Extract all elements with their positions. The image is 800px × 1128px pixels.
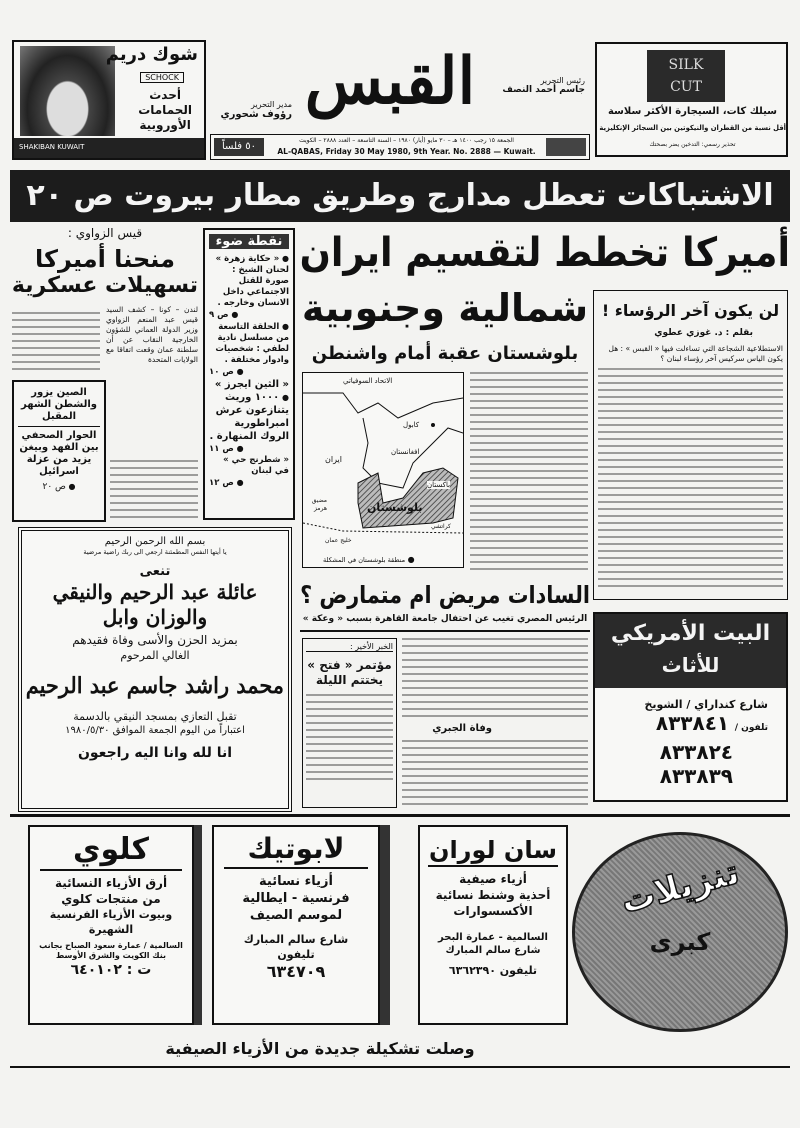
opinion-lead: الاستطلاعية الشجاعة التي تساءلت فيها « القبس » : هل يكون الياس سركيس آخر رؤساء لبنان ؟	[608, 344, 783, 363]
obit-condolence: تقبل التعازي بمسجد النيقي بالدسمة	[73, 710, 237, 723]
ad-title: كلوي	[40, 831, 182, 871]
latest-body	[306, 694, 393, 784]
ad-line: الأكسسوارات	[453, 904, 533, 918]
latest-news-box	[302, 638, 397, 808]
spotlight-title: نقطة ضوء	[209, 234, 289, 249]
map-label-iran: ايران	[325, 455, 342, 464]
main-subheadline: بلوشستان عقبة أمام واشنطن	[311, 343, 579, 364]
obit-intro: تنعى	[139, 564, 171, 579]
section-heading: وفاة الجبري	[432, 723, 492, 734]
opinion-column	[593, 290, 788, 600]
story-headline: تسهيلات عسكرية	[11, 273, 198, 298]
phone-label: تلفون /	[734, 723, 768, 733]
spotlight-list	[209, 253, 289, 489]
page-ref: ● ص ١٠	[209, 366, 289, 378]
ad-line: أزياء نسائية	[259, 874, 333, 889]
page-ref: ● ص ١١	[209, 443, 289, 455]
ad-silk-cut	[595, 42, 788, 157]
ad-line: أزياء صيفية	[459, 872, 527, 886]
ad-phones	[595, 711, 768, 788]
ad-title: البيت الأمريكي	[610, 621, 771, 646]
sadat-body	[402, 740, 588, 808]
main-story-body	[470, 372, 588, 572]
ad-line: أحذية وشنط نسائية	[435, 888, 551, 902]
health-warning: تحذير رسمي: التدخين يضر بصحتك	[649, 141, 736, 148]
ad-phone: ت : ٦٤٠١٠٢	[70, 962, 152, 978]
deceased-name: محمد راشد جاسم عبد الرحيم	[25, 673, 284, 699]
sale-title: تنزيلات	[616, 852, 744, 922]
spotlight-item: ● ١٠٠٠ وريث يتنازعون عرش امبراطورية الروك المنهارة .	[209, 391, 289, 443]
ad-line: فرنسية - ايطالية	[242, 891, 350, 906]
opinion-byline: بقلم : د. غوزي عطوي	[654, 328, 753, 338]
map-label-ussr: الاتحاد السوفياتي	[343, 377, 393, 385]
sadat-body	[402, 638, 588, 718]
map-label-karachi: كراتشي	[431, 523, 451, 530]
ad-header	[595, 614, 786, 688]
date-english: AL-QABAS, Friday 30 May 1980, 9th Year. No. 2888 — Kuwait.	[277, 147, 536, 156]
dealer-logo: SHAKIBAN KUWAIT	[19, 143, 85, 151]
managing-name: رؤوف شحوري	[220, 109, 292, 120]
issue-badge	[546, 138, 586, 156]
ad-klowi	[28, 825, 194, 1025]
price-badge: ٥٠ فلساً	[214, 138, 264, 156]
latest-label: الخبر الأخير :	[306, 642, 393, 652]
spotlight-item: ● الحلقة التاسعة من مسلسل نادية لطفي : شخصيات وادوار مختلفة .	[209, 321, 289, 366]
sale-subtitle: كبرى	[649, 928, 711, 956]
dealer-bar	[14, 138, 204, 158]
page-ref: ● ص ٩	[209, 309, 289, 321]
spotlight-box	[203, 228, 295, 520]
ad-title: شوك دريم	[105, 44, 198, 65]
obit-grief: بمزيد الحزن والأسى وفاة فقيدهم	[72, 633, 238, 647]
editor-label: رئيس التحرير	[540, 76, 585, 85]
left-box	[12, 380, 106, 522]
managing-label: مدير التحرير	[251, 100, 292, 109]
ad-line: وبيوت الأزياء الفرنسية	[49, 908, 173, 921]
phone-number: ٨٣٣٨٣٩	[659, 764, 733, 788]
logo: القبس	[304, 44, 476, 119]
obit-closing: انا لله وانا اليه راجعون	[77, 745, 233, 761]
divider	[300, 630, 590, 632]
obituary-ad	[18, 527, 292, 812]
main-headline-2: شمالية وجنوبية	[301, 286, 589, 330]
ad-title: للأثاث	[661, 653, 720, 677]
story-lead: لندن – كونا – كشف السيد قيس عبد المنعم الزواوي وزير الدولة العماني للشؤون الخارجية النقاب عن أن سلطنة عمان وقعت اتفاقا مع الولايات المتحدة	[106, 305, 198, 364]
managing-editor	[212, 100, 292, 120]
map-label-afghanistan: افغانستان	[391, 448, 420, 456]
ad-sale-circle	[572, 832, 788, 1032]
map-caption: ● منطقة بلوشستان في المشكلة	[323, 555, 415, 564]
ad-phone: ٦٣٤٧٠٩	[266, 962, 326, 981]
ad-title: سان لوران	[428, 835, 558, 867]
story-body	[12, 312, 100, 374]
silk-cut-logo	[647, 50, 725, 102]
ad-line: الحمامات	[138, 103, 192, 117]
ad-line: أقل نسبة من القطران والنيكوتين بين السجائر الإنكليزية	[599, 124, 786, 132]
ad-line: أحدث	[149, 88, 181, 102]
ad-address: السالمية - عمارة البحر شارع سالم المبارك	[438, 932, 548, 956]
brand-line: CUT	[670, 79, 702, 95]
map-label-baluchistan: بلوشستان	[367, 501, 423, 514]
brand-line: SILK	[668, 57, 704, 73]
ad-saint-laurent	[418, 825, 568, 1025]
sadat-headline: السادات مريض ام متمارض ؟	[300, 581, 590, 609]
ad-line: أرق الأزياء النسائية	[54, 876, 168, 890]
story-body	[110, 460, 198, 518]
latest-headline: مؤتمر « فتح » يختتم الليلة	[307, 658, 392, 687]
ad-la-boutique	[212, 825, 380, 1025]
ad-phone-label: تليفون	[277, 948, 315, 961]
divider	[10, 1066, 790, 1068]
ad-line: لموسم الصيف	[249, 908, 343, 923]
main-headline: أميركا تخطط لتقسيم ايران	[299, 230, 790, 276]
ad-address: شارع كنداراي / الشويخ	[644, 698, 768, 711]
banner-headline: الاشتباكات تعطل مدارج وطريق مطار بيروت ص ٢٠	[10, 170, 790, 222]
date-arabic: الجمعة ١٥ رجب ١٤٠٠ هـ – ٣٠ مايو (أيار) ١٩٨٠ – السنة التاسعة – العدد ٢٨٨٨ – الكويت	[299, 137, 514, 144]
bathtub-image	[20, 46, 115, 136]
ad-lines	[138, 88, 192, 133]
editor-in-chief	[500, 76, 585, 95]
byline: قيس الزواوي :	[67, 226, 143, 240]
footer-ad: وصلت تشكيلة جديدة من الأزياء الصيفية	[165, 1039, 475, 1058]
map-label-kabul: كابول	[403, 421, 420, 429]
ad-american-furniture	[593, 612, 788, 802]
verse: يا أيتها النفس المطمئنة ارجعي الى ربك راضية مرضية	[83, 548, 227, 556]
ad-shock-dream	[12, 40, 206, 160]
kabul-marker	[431, 423, 435, 427]
phone-number: ٨٣٣٨٢٤	[659, 740, 733, 764]
ad-phone: تليفون ٦٣٦٢٣٩٠	[448, 964, 538, 977]
map-label-hormuz: مضيق هرمز	[311, 497, 327, 512]
spotlight-item: « شطرنج حي » في لبنان	[223, 455, 289, 476]
obit-late: الغالي المرحوم	[120, 649, 190, 662]
opinion-body	[598, 368, 783, 588]
ad-address: شارع سالم المبارك	[243, 933, 349, 946]
map-label-gulf: خليج عمان	[325, 537, 352, 544]
box-headline: الحوار الصحفي بين الفهد وبيغن يزيد من عزلة اسرائيل	[19, 430, 99, 477]
spotlight-item: « الثين ايجرز »	[214, 379, 289, 390]
brand-label: SCHOCK	[140, 72, 184, 83]
phone-number: ٨٣٣٨٤١	[655, 711, 730, 735]
sadat-subheadline: الرئيس المصري تغيب عن احتفال جامعة القاهرة بسبب « وعكة »	[302, 614, 588, 624]
border-line	[303, 393, 463, 418]
page-ref: ● ص ١٢	[209, 477, 289, 489]
box-headline: الصين يزور والشطن الشهر المقبل	[21, 387, 97, 422]
baluchistan-region	[358, 468, 458, 528]
map-label-pakistan: باكستان	[427, 481, 451, 489]
basmala: بسم الله الرحمن الرحيم	[104, 536, 206, 547]
ad-title: لابوتيك	[224, 831, 368, 869]
obit-date: اعتباراً من اليوم الجمعة الموافق ١٩٨٠/٥/٣٠	[65, 725, 245, 736]
obit-family: والوزان وابل	[102, 605, 208, 629]
left-story	[12, 226, 198, 376]
date-strip	[210, 134, 590, 160]
editor-name: جاسم أحمد النصف	[502, 85, 585, 95]
ad-address: السالمية / عمارة سعود الصباح بجانب بنك الكويت والشرق الأوسط	[39, 941, 183, 960]
opinion-headline: لن يكون آخر الرؤساء !	[601, 301, 780, 320]
ad-line: الشهيرة	[88, 923, 134, 936]
obit-family: عائلة عبد الرحيم والنيقي	[52, 580, 258, 604]
divider	[10, 814, 790, 817]
story-headline: منحنا أميركا	[35, 245, 175, 273]
spotlight-item: ● « حكاية زهرة » لحنان الشيخ : صورة للقتل الاجتماعي داخل الانسان وخارجه .	[209, 253, 289, 309]
page-ref: ● ص ٢٠	[18, 481, 100, 493]
map	[302, 372, 464, 568]
ad-line: الأوروبية	[139, 118, 191, 132]
ad-line: سيلك كات، السيجارة الأكثر سلاسة	[607, 106, 778, 117]
ad-line: من منتجات كلوي	[61, 892, 161, 906]
